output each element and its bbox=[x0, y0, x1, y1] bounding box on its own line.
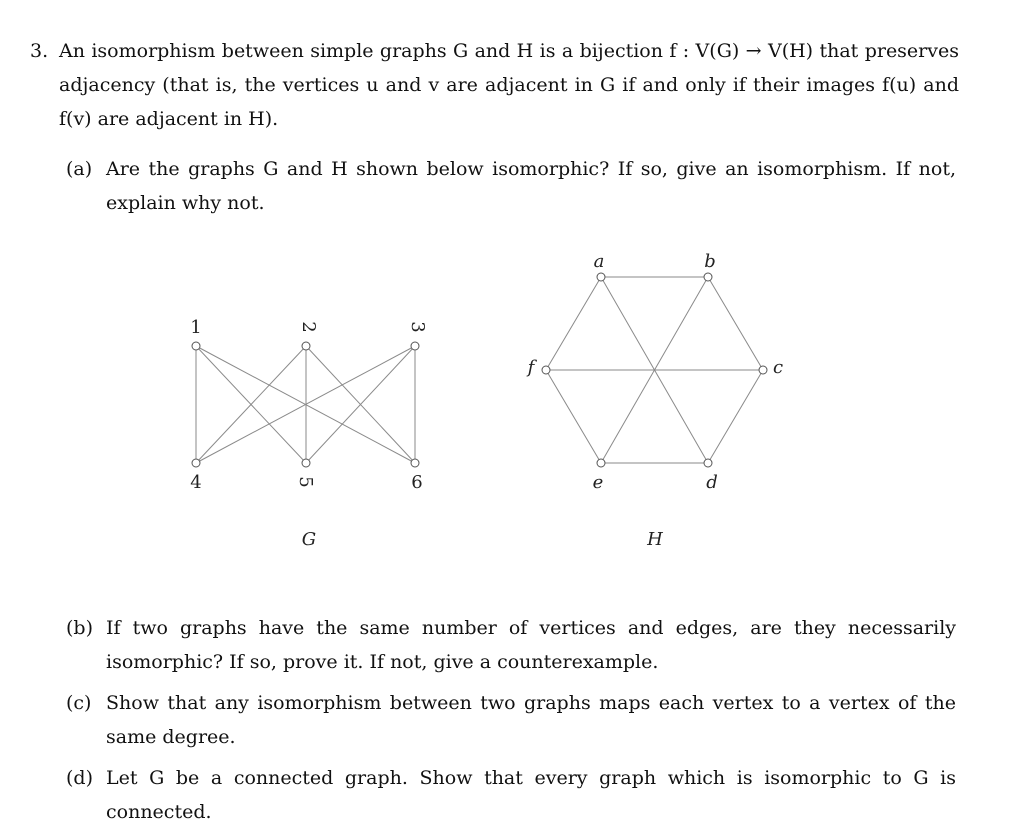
graph-h-vertex-c bbox=[759, 366, 767, 374]
problem-intro: An isomorphism between simple graphs G and H is a bijection f : V(G) → V(H) that preserves adjacency (that is, the vertices u and v are adjacent in G if and only if their images f(u) and f(v) are adjacent in H). bbox=[59, 40, 959, 130]
part-d-label: (d) bbox=[66, 767, 93, 789]
graph-h-edge-e-f bbox=[546, 370, 601, 463]
graph-h-edge-c-d bbox=[708, 370, 763, 463]
part-a-label: (a) bbox=[66, 158, 93, 180]
graph-g-vertex-label-1: 1 bbox=[190, 317, 202, 338]
graph-h-vertices bbox=[526, 251, 783, 493]
part-b-label: (b) bbox=[66, 617, 93, 639]
graph-h-edges bbox=[546, 277, 763, 463]
graph-g-vertex-label-4: 4 bbox=[190, 472, 202, 493]
graph-g-vertices bbox=[190, 317, 428, 493]
graph-h-vertex-label-e: e bbox=[592, 472, 604, 493]
graph-g-vertex-label-2: 2 bbox=[298, 321, 319, 333]
part-d-text: Let G be a connected graph. Show that every graph which is isomorphic to G is connected. bbox=[106, 767, 956, 823]
graph-h-vertex-f bbox=[542, 366, 550, 374]
graph-h-edge-f-a bbox=[546, 277, 601, 370]
graph-g-vertex-2 bbox=[302, 342, 310, 350]
part-c-text: Show that any isomorphism between two graphs maps each vertex to a vertex of the same degree. bbox=[106, 692, 956, 748]
part-c-label: (c) bbox=[66, 692, 92, 714]
graph-g-vertex-3 bbox=[411, 342, 419, 350]
graph-h-vertex-d bbox=[704, 459, 712, 467]
part-a-text: Are the graphs G and H shown below isomorphic? If so, give an isomorphism. If not, explain why not. bbox=[106, 158, 956, 214]
graph-g-vertex-label-3: 3 bbox=[407, 321, 428, 333]
graph-g-caption: G bbox=[301, 529, 317, 550]
graph-h-vertex-label-d: d bbox=[706, 472, 718, 493]
graph-h-edge-b-c bbox=[708, 277, 763, 370]
graph-g-vertex-label-5: 5 bbox=[295, 476, 316, 488]
graph-h-vertex-b bbox=[704, 273, 712, 281]
graph-h-vertex-a bbox=[597, 273, 605, 281]
part-b-text: If two graphs have the same number of vertices and edges, are they necessarily isomorphic? If so, prove it. If not, give a counterexample. bbox=[106, 617, 956, 673]
graph-h-vertex-label-b: b bbox=[704, 251, 716, 272]
graph-g-vertex-4 bbox=[192, 459, 200, 467]
graph-g-vertex-label-6: 6 bbox=[411, 472, 423, 493]
graph-h-vertex-label-f: f bbox=[527, 357, 535, 378]
graph-g-vertex-6 bbox=[411, 459, 419, 467]
problem-number: 3. bbox=[30, 40, 49, 62]
graph-h-vertex-label-c: c bbox=[772, 357, 784, 378]
graph-h-caption: H bbox=[647, 529, 663, 550]
graph-h-vertex-label-a: a bbox=[593, 251, 605, 272]
graph-g-vertex-1 bbox=[192, 342, 200, 350]
graph-g-edges bbox=[196, 346, 415, 463]
graph-g-vertex-5 bbox=[302, 459, 310, 467]
graph-h-vertex-e bbox=[597, 459, 605, 467]
